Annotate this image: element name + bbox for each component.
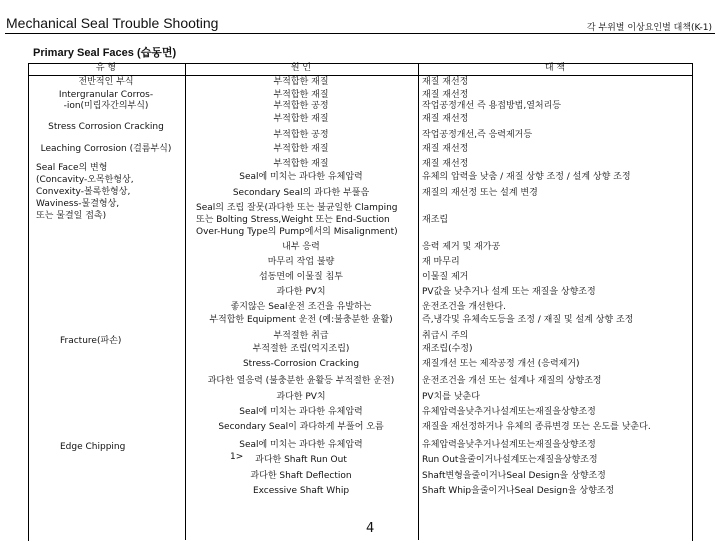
section-title: Primary Seal Faces (습동면) [33, 47, 177, 59]
cause-item: 부적합한 공정 [273, 130, 329, 140]
header-rule [5, 33, 715, 34]
cause-item: 부적합한 재질 [273, 159, 329, 169]
measure-item: 재질을 재선정하거나 유체의 종류변경 또는 온도를 낮춘다. [422, 422, 651, 432]
cause-item: 부적합한 공정 [273, 101, 329, 111]
measure-item: 작업공정개선,즉 응력제거등 [422, 130, 533, 140]
measure-item: 재질의 재선정 또는 설계 변경 [422, 188, 538, 198]
type-deformation-line5: 또는 물결일 접촉) [36, 211, 107, 221]
cause-item: 부적합한 Equipment 운전 (예:불충분한 윤활) [209, 315, 393, 325]
cause-arrow-mark: 1> [230, 452, 244, 462]
measure-item: Shaft변형을줄이거나Seal Design을 상향조정 [422, 471, 606, 481]
measure-item: 즉,냉각및 유체속도등을 조정 / 재질 및 설계 상향 조정 [422, 315, 634, 325]
measure-item: 유체압력을낮추거나설계또는재질을상향조정 [422, 440, 596, 450]
cause-item: Seal의 조립 잘못(과다한 또는 불균일한 Clamping [196, 203, 398, 213]
type-stress-corrosion: Stress Corrosion Cracking [48, 122, 164, 132]
header-subtitle: 각 부위별 이상요인별 대책(K-1) [586, 23, 712, 33]
measure-item: 재질개선 또는 제작공정 개선 (응력제거) [422, 359, 580, 369]
measure-item: Run Out을줄이거나설계또는재질을상향조정 [422, 455, 598, 465]
measure-item: 이물질 제거 [422, 272, 469, 282]
measure-item: 재질 재선정 [422, 77, 469, 87]
measure-item: 재 마무리 [422, 257, 460, 267]
cause-item: Seal에 미치는 과다한 유체압력 [239, 172, 363, 182]
measure-item: 재질 재선정 [422, 144, 469, 154]
measure-item: 재조립(수정) [422, 344, 473, 354]
type-deformation-line1: Seal Face의 변형 [36, 163, 108, 173]
measure-item: 운전조건을 개선 또는 설계나 재질의 상향조정 [422, 376, 602, 386]
cause-item: Excessive Shaft Whip [252, 486, 350, 496]
cause-item: 부적합한 재질 [273, 77, 329, 87]
cause-item: 부적합한 재질 [273, 114, 329, 124]
cause-item: 좋지않은 Seal운전 조건을 유발하는 [230, 302, 372, 312]
cause-item: 부적절한 취급 [273, 331, 329, 341]
page-title: Mechanical Seal Trouble Shooting [6, 15, 219, 31]
measure-item: PV값을 낮추거나 설계 또는 재질을 상향조정 [422, 287, 596, 297]
cause-item: 과다한 Shaft Run Out [255, 455, 347, 465]
measure-item: 재조립 [422, 215, 449, 225]
measure-item: 유체의 압력을 낮춤 / 재질 상향 조정 / 설계 상향 조정 [422, 172, 631, 182]
cause-item: 부적절한 조립(억지조립) [252, 344, 350, 354]
cause-item: 과다한 열응력 (불충분한 윤활등 부적절한 운전) [207, 376, 395, 386]
measure-item: 응력 제거 및 재가공 [422, 242, 501, 252]
measure-item: 재질 재선정 [422, 90, 469, 100]
measure-item: 운전조건을 개선한다. [422, 302, 506, 312]
cause-item: Seal에 미치는 과다한 유체압력 [239, 440, 363, 450]
column-header-measure: 대 책 [544, 63, 566, 73]
cause-item: Over-Hung Type의 Pump에서의 Misalignment) [196, 227, 398, 237]
cause-item: 섭동면에 이물질 침투 [259, 272, 343, 282]
column-header-type: 유 형 [95, 63, 117, 73]
header-row-border [28, 75, 693, 76]
type-deformation-line4: Waviness-물결형상, [36, 199, 120, 209]
measure-item: 유체압력을낮추거나설계또는재질을상향조정 [422, 407, 596, 417]
measure-item: 작업공정개선 즉 용접방법,열처리등 [422, 101, 561, 111]
type-intergranular-line2: -ion(미립자간의부식) [63, 101, 149, 111]
type-edge-chipping: Edge Chipping [60, 442, 126, 452]
column-divider-1 [185, 63, 186, 540]
cause-item: Secondary Seal의 과다한 부풀음 [232, 188, 370, 198]
cause-item: 과다한 Shaft Deflection [250, 471, 352, 481]
type-fracture: Fracture(파손) [60, 336, 122, 346]
measure-item: PV치를 낮춘다 [422, 392, 480, 402]
type-leaching-corrosion: Leaching Corrosion (걸름부식) [40, 144, 172, 154]
cause-item: 부적합한 재질 [273, 90, 329, 100]
cause-item: 과다한 PV치 [276, 392, 326, 402]
type-deformation-line3: Convexity-볼록한형상, [36, 187, 131, 197]
measure-item: 재질 재선정 [422, 159, 469, 169]
cause-item: 과다한 PV치 [276, 287, 326, 297]
cause-item: Stress-Corrosion Cracking [242, 359, 360, 369]
cause-item: Secondary Seal이 과다하게 부풀어 오름 [218, 422, 384, 432]
measure-item: 취급시 주의 [422, 331, 469, 341]
type-deformation-line2: (Concavity-오목한형상, [36, 175, 134, 185]
measure-item: Shaft Whip을줄이거나Seal Design을 상향조정 [422, 486, 615, 496]
type-general-corrosion: 전반적인 부식 [78, 77, 134, 87]
cause-item: 내부 응력 [282, 242, 320, 252]
measure-item: 재질 재선정 [422, 114, 469, 124]
column-divider-2 [418, 63, 419, 540]
column-header-cause: 원 인 [290, 63, 312, 73]
cause-item: Seal에 미치는 과다한 유체압력 [239, 407, 363, 417]
type-intergranular-line1: Intergranular Corros- [58, 90, 154, 100]
cause-item: 부적합한 재질 [273, 144, 329, 154]
cause-item: 마무리 작업 불량 [267, 257, 335, 267]
page-number: 4 [366, 521, 375, 536]
cause-item: 또는 Bolting Stress,Weight 또는 End-Suction [196, 215, 390, 225]
